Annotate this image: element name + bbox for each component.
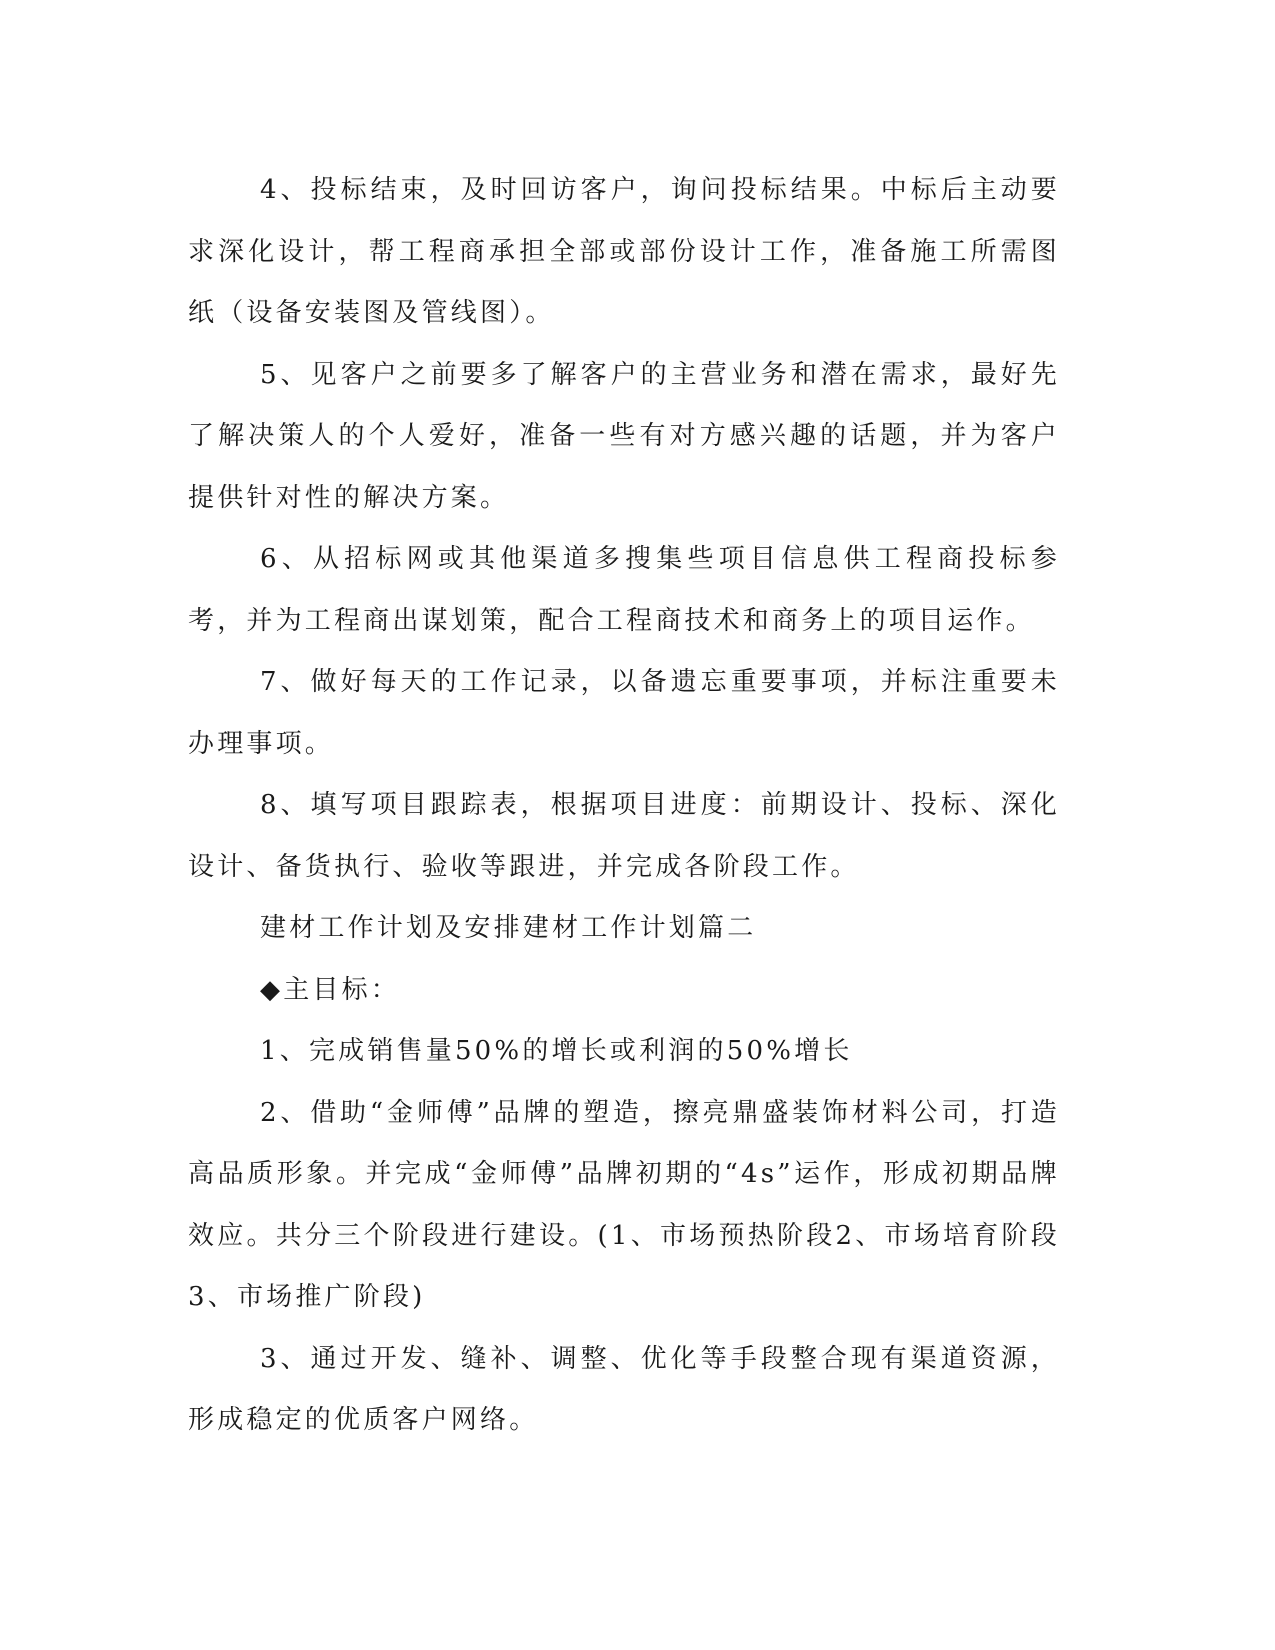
section-heading: 建材工作计划及安排建材工作计划篇二 <box>260 913 757 943</box>
paragraph-item-6: 6、从招标网或其他渠道多搜集些项目信息供工程商投标参考，并为工程商出谋划策，配合工程商技术和商务上的项目运作。 <box>188 544 1060 636</box>
document-body <box>188 160 1060 1452</box>
goal-item-2: 2、借助“金师傅”品牌的塑造，擦亮鼎盛装饰材料公司，打造高品质形象。并完成“金师傅”品牌初期的“4s”运作，形成初期品牌效应。共分三个阶段进行建设。(1、市场预热阶段2、市场培育阶段3、市场推广阶段) <box>188 1097 1060 1312</box>
goal-item-3: 3、通过开发、缝补、调整、优化等手段整合现有渠道资源，形成稳定的优质客户网络。 <box>188 1343 1060 1435</box>
paragraph-item-7: 7、做好每天的工作记录，以备遗忘重要事项，并标注重要未办理事项。 <box>188 667 1060 759</box>
main-goal-label: ◆主目标： <box>260 974 400 1005</box>
paragraph-item-4: 4、投标结束，及时回访客户，询问投标结果。中标后主动要求深化设计，帮工程商承担全部或部份设计工作，准备施工所需图纸（设备安装图及管线图）。 <box>188 175 1060 328</box>
goal-item-1: 1、完成销售量50%的增长或利润的50%增长 <box>260 1036 853 1066</box>
paragraph-item-8: 8、填写项目跟踪表，根据项目进度：前期设计、投标、深化设计、备货执行、验收等跟进，并完成各阶段工作。 <box>188 790 1060 882</box>
paragraph-item-5: 5、见客户之前要多了解客户的主营业务和潜在需求，最好先了解决策人的个人爱好，准备一些有对方感兴趣的话题，并为客户提供针对性的解决方案。 <box>188 359 1060 513</box>
